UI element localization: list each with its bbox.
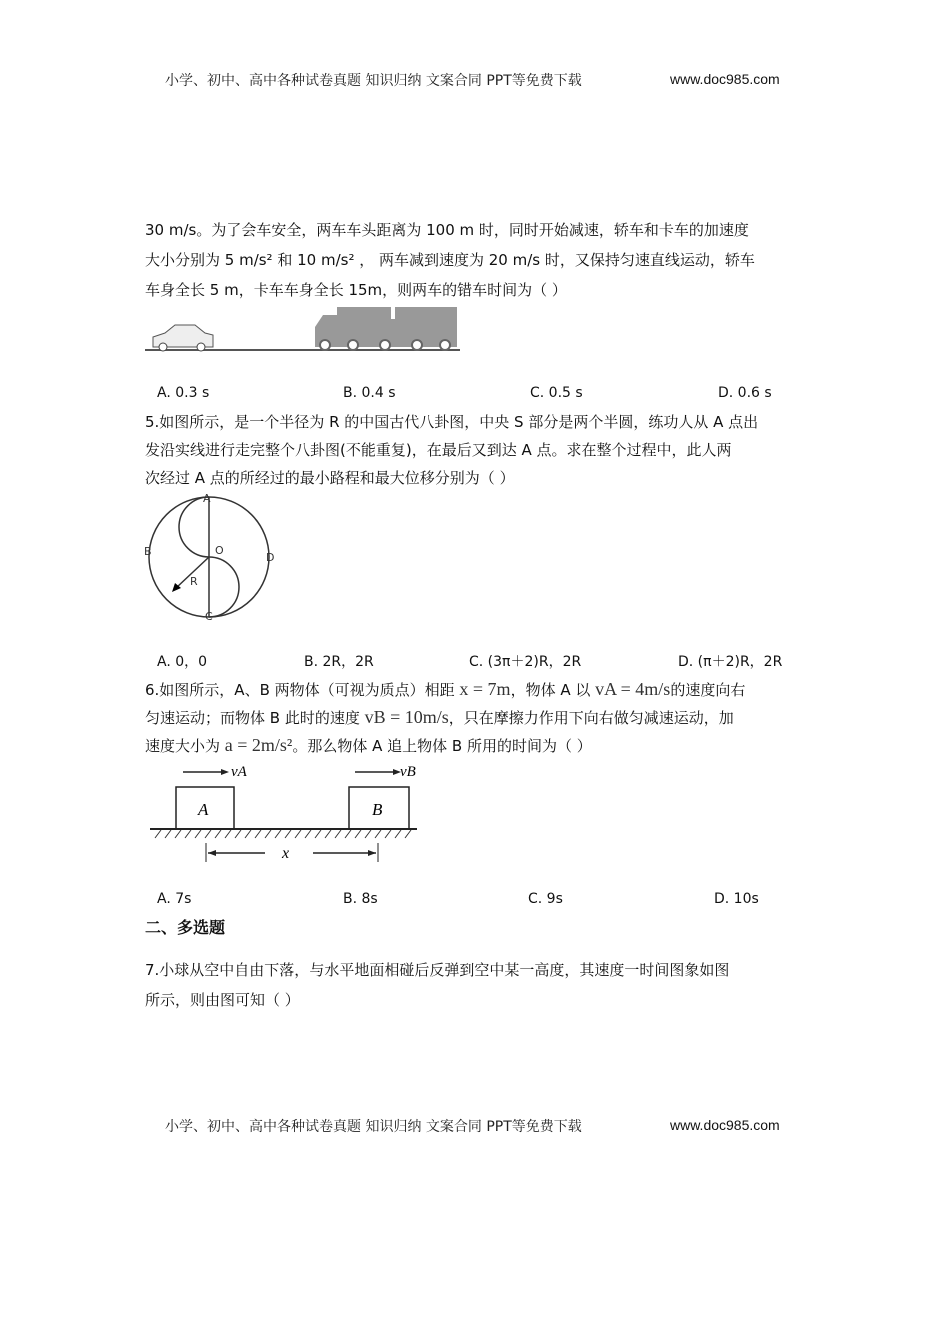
formula-x: x = 7m: [459, 679, 511, 699]
q5-line: 5.如图所示，是一个半径为 R 的中国古代八卦图，中央 S 部分是两个半圆，练功人从 A 点出: [145, 413, 759, 431]
q4-option-b[interactable]: B. 0.4 s: [343, 385, 396, 401]
formula-a: a = 2m/s²: [224, 735, 293, 755]
q4-option-d[interactable]: D. 0.6 s: [718, 385, 772, 401]
q6-line-2: [145, 707, 734, 728]
q6-line-1: [145, 679, 745, 700]
q5-option-b[interactable]: B. 2R，2R: [304, 654, 374, 670]
text: ，物体 A 以: [510, 681, 596, 699]
label-b: B: [144, 545, 152, 558]
formula-vb: vB = 10m/s: [364, 707, 449, 727]
label-o: O: [215, 544, 224, 557]
header-url[interactable]: www.doc985.com: [670, 71, 780, 87]
q6-option-a[interactable]: A. 7s: [157, 891, 192, 907]
q6-option-c[interactable]: C. 9s: [528, 891, 563, 907]
bagua-diagram: [140, 488, 290, 628]
section-heading: 二、多选题: [145, 918, 226, 937]
label-a: A: [203, 492, 211, 505]
formula-va: vA = 4m/s: [595, 679, 671, 699]
car-truck-figure: [145, 305, 465, 355]
label-x: x: [282, 845, 290, 862]
q5-option-a[interactable]: A. 0，0: [157, 654, 208, 670]
q4-option-a[interactable]: A. 0.3 s: [157, 385, 210, 401]
label-va: vA: [231, 764, 247, 780]
q4-line: 大小分别为 5 m/s² 和 10 m/s² ， 两车减到速度为 20 m/s 时，又保持匀速直线运动，轿车: [145, 251, 755, 269]
q6-option-b[interactable]: B. 8s: [343, 891, 378, 907]
text: 速度大小为: [145, 737, 225, 755]
q5-line: 发沿实线进行走完整个八卦图(不能重复)，在最后又到达 A 点。求在整个过程中，此人两: [145, 441, 732, 459]
footer-text: 小学、初中、高中各种试卷真题 知识归纳 文案合同 PPT等免费下载: [165, 1119, 582, 1135]
label-r: R: [190, 575, 198, 588]
q5-option-d[interactable]: D. (π＋2)R，2R: [678, 654, 783, 670]
blocks-diagram: [145, 758, 425, 868]
text: ，只在摩擦力作用下向右做匀减速运动，加: [448, 709, 734, 727]
text: 6.如图所示，A、B 两物体（可视为质点）相距: [145, 681, 460, 699]
text: 匀速运动；而物体 B 此时的速度: [145, 709, 365, 727]
footer-url[interactable]: www.doc985.com: [670, 1117, 780, 1133]
block-a-label: A: [198, 800, 209, 819]
q4-line: 30 m/s。为了会车安全，两车车头距离为 100 m 时，同时开始减速，轿车和卡车的加速度: [145, 221, 749, 239]
block-b-label: B: [372, 800, 383, 819]
q4-line: 车身全长 5 m，卡车车身全长 15m，则两车的错车时间为（ ）: [145, 281, 567, 299]
q6-option-d[interactable]: D. 10s: [714, 891, 759, 907]
label-vb: vB: [400, 764, 416, 780]
text: 的速度向右: [670, 681, 746, 699]
q7-line: 所示，则由图可知（ ）: [145, 991, 300, 1009]
q5-option-c[interactable]: C. (3π＋2)R，2R: [469, 654, 582, 670]
text: 。那么物体 A 追上物体 B 所用的时间为（ ）: [292, 737, 592, 755]
q4-option-c[interactable]: C. 0.5 s: [530, 385, 583, 401]
q5-line: 次经过 A 点的所经过的最小路程和最大位移分别为（ ）: [145, 469, 515, 487]
q6-line-3: [145, 735, 592, 756]
label-c: C: [205, 610, 213, 623]
label-d: D: [266, 551, 275, 564]
q7-line: 7.小球从空中自由下落，与水平地面相碰后反弹到空中某一高度，其速度一时间图象如图: [145, 961, 730, 979]
header-text: 小学、初中、高中各种试卷真题 知识归纳 文案合同 PPT等免费下载: [165, 73, 582, 89]
